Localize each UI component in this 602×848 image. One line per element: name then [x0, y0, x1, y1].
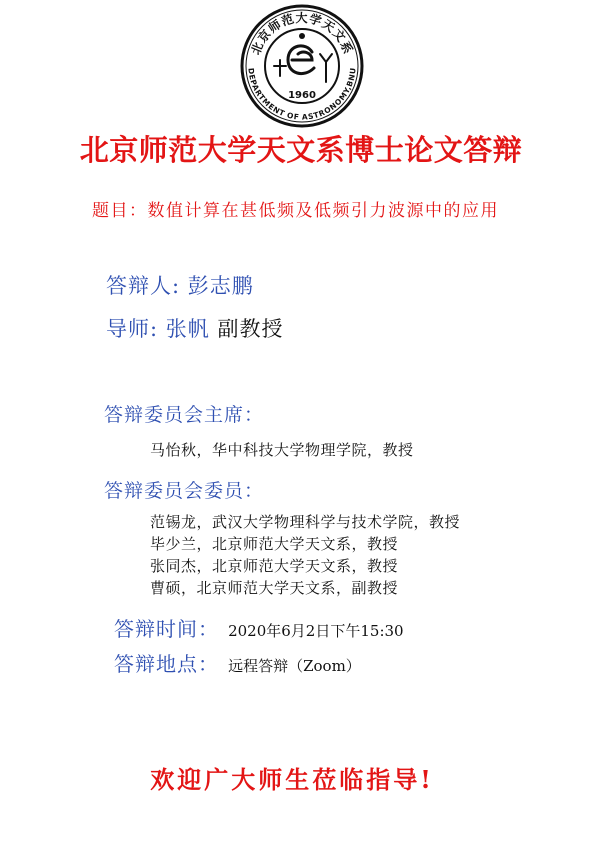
- chair-entry: 马怡秋，华中科技大学物理学院，教授: [150, 441, 414, 459]
- committee-label: 答辩委员会委员：: [104, 480, 265, 502]
- advisor-name: 张帆: [165, 317, 210, 341]
- list-item: 毕少兰，北京师范大学天文系，教授: [150, 535, 399, 553]
- committee-list: [150, 511, 460, 599]
- location-label: 答辩地点：: [114, 652, 219, 676]
- department-logo: [240, 4, 364, 128]
- defender-label: 答辩人:: [106, 274, 181, 298]
- thesis-topic: 题目：数值计算在甚低频及低频引力波源中的应用: [92, 201, 499, 221]
- advisor-label: 导师:: [106, 317, 159, 341]
- logo-year: 1960: [288, 90, 316, 101]
- list-item: 范锡龙，武汉大学物理科学与技术学院，教授: [150, 513, 461, 531]
- defender-name: 彭志鹏: [187, 274, 254, 298]
- welcome-message: 欢迎广大师生莅临指导!: [150, 765, 434, 794]
- list-item: 张同杰，北京师范大学天文系，教授: [150, 557, 399, 575]
- location-row: [114, 648, 361, 677]
- list-item: 曹硕，北京师范大学天文系，副教授: [150, 579, 399, 597]
- location-value: 远程答辩（Zoom）: [228, 657, 361, 675]
- defender-row: [106, 270, 254, 300]
- logo-bottom-text: DEPARTMENT OF ASTRONOMY,BNU: [246, 67, 358, 122]
- advisor-title: 副教授: [217, 317, 284, 341]
- time-row: [114, 613, 404, 642]
- time-label: 答辩时间：: [114, 617, 219, 641]
- advisor-row: [106, 313, 283, 343]
- page-title: 北京师范大学天文系博士论文答辩: [79, 133, 523, 167]
- chair-label: 答辩委员会主席：: [104, 404, 265, 426]
- logo-top-text: 北京师范大学天文系: [248, 11, 356, 57]
- time-value: 2020年6月2日下午15:30: [228, 622, 404, 640]
